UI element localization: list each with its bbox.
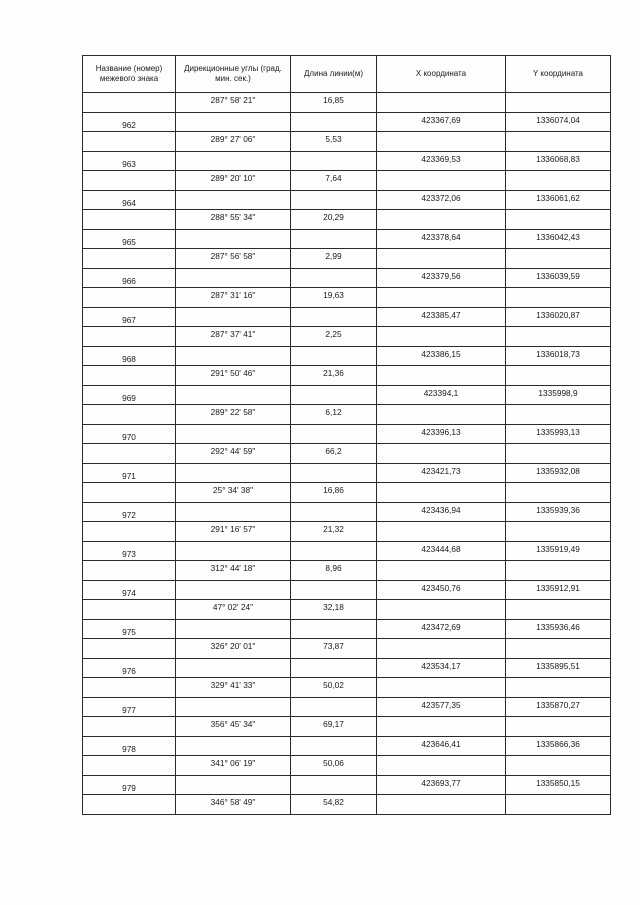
cell-direction-angle <box>176 307 291 327</box>
cell-direction-angle <box>176 580 291 600</box>
cell-x-coordinate: 423386,15 <box>377 346 506 366</box>
cell-y-coordinate <box>506 249 611 269</box>
cell-y-coordinate: 1335932,08 <box>506 463 611 483</box>
cell-direction-angle <box>176 658 291 678</box>
cell-x-coordinate <box>377 93 506 113</box>
cell-x-coordinate <box>377 366 506 386</box>
table-row <box>83 600 611 620</box>
table-row <box>83 385 611 405</box>
cell-y-coordinate <box>506 93 611 113</box>
cell-sign-name <box>83 444 176 464</box>
cell-line-length <box>291 502 377 522</box>
cell-x-coordinate: 423444,68 <box>377 541 506 561</box>
cell-line-length: 5,53 <box>291 132 377 152</box>
cell-line-length <box>291 385 377 405</box>
cell-y-coordinate: 1335895,51 <box>506 658 611 678</box>
cell-y-coordinate: 1335866,36 <box>506 736 611 756</box>
header-line-length: Длина линии(м) <box>291 56 377 93</box>
cell-line-length: 66,2 <box>291 444 377 464</box>
table-row <box>83 756 611 776</box>
cell-line-length <box>291 736 377 756</box>
cell-direction-angle <box>176 463 291 483</box>
cell-sign-name: 966 <box>83 268 176 288</box>
cell-line-length: 2,25 <box>291 327 377 347</box>
cell-direction-angle: 287° 31' 16" <box>176 288 291 308</box>
table-row <box>83 405 611 425</box>
cell-y-coordinate: 1335993,13 <box>506 424 611 444</box>
cell-direction-angle <box>176 424 291 444</box>
cell-x-coordinate <box>377 678 506 698</box>
cell-y-coordinate <box>506 756 611 776</box>
cell-x-coordinate: 423385,47 <box>377 307 506 327</box>
cell-line-length <box>291 541 377 561</box>
cell-x-coordinate: 423394,1 <box>377 385 506 405</box>
cell-sign-name: 968 <box>83 346 176 366</box>
cell-x-coordinate: 423534,17 <box>377 658 506 678</box>
cell-x-coordinate <box>377 639 506 659</box>
cell-line-length <box>291 463 377 483</box>
table-row <box>83 580 611 600</box>
cell-x-coordinate: 423421,73 <box>377 463 506 483</box>
cell-x-coordinate: 423472,69 <box>377 619 506 639</box>
cell-line-length: 8,96 <box>291 561 377 581</box>
cell-sign-name <box>83 171 176 191</box>
cell-x-coordinate <box>377 756 506 776</box>
cell-y-coordinate <box>506 678 611 698</box>
cell-y-coordinate: 1336042,43 <box>506 229 611 249</box>
cell-y-coordinate <box>506 210 611 230</box>
cell-y-coordinate <box>506 795 611 815</box>
cell-line-length: 21,32 <box>291 522 377 542</box>
cell-direction-angle <box>176 268 291 288</box>
cell-sign-name <box>83 678 176 698</box>
cell-x-coordinate <box>377 717 506 737</box>
cell-sign-name: 967 <box>83 307 176 327</box>
table-row <box>83 327 611 347</box>
header-y-coordinate: Y координата <box>506 56 611 93</box>
cell-sign-name: 963 <box>83 151 176 171</box>
cell-x-coordinate <box>377 561 506 581</box>
cell-y-coordinate <box>506 483 611 503</box>
cell-line-length <box>291 775 377 795</box>
cell-sign-name: 971 <box>83 463 176 483</box>
table-row <box>83 483 611 503</box>
cell-direction-angle <box>176 697 291 717</box>
cell-direction-angle <box>176 190 291 210</box>
cell-direction-angle <box>176 541 291 561</box>
cell-y-coordinate: 1335870,27 <box>506 697 611 717</box>
cell-direction-angle: 289° 27' 06" <box>176 132 291 152</box>
cell-direction-angle <box>176 112 291 132</box>
cell-y-coordinate: 1335850,15 <box>506 775 611 795</box>
cell-y-coordinate: 1336074,04 <box>506 112 611 132</box>
cell-line-length: 19,63 <box>291 288 377 308</box>
table-row <box>83 307 611 327</box>
cell-direction-angle <box>176 229 291 249</box>
cell-x-coordinate <box>377 288 506 308</box>
cell-sign-name <box>83 366 176 386</box>
cell-x-coordinate: 423693,77 <box>377 775 506 795</box>
table-row <box>83 541 611 561</box>
cell-sign-name <box>83 639 176 659</box>
cell-x-coordinate <box>377 444 506 464</box>
cell-x-coordinate: 423436,94 <box>377 502 506 522</box>
cell-line-length <box>291 151 377 171</box>
cell-line-length <box>291 580 377 600</box>
cell-direction-angle <box>176 775 291 795</box>
table-row <box>83 522 611 542</box>
cell-direction-angle: 341° 06' 19" <box>176 756 291 776</box>
cell-sign-name: 977 <box>83 697 176 717</box>
table-row <box>83 268 611 288</box>
cell-line-length <box>291 658 377 678</box>
cell-sign-name: 972 <box>83 502 176 522</box>
cell-y-coordinate <box>506 522 611 542</box>
cell-sign-name <box>83 288 176 308</box>
cell-direction-angle: 289° 20' 10" <box>176 171 291 191</box>
cell-x-coordinate <box>377 522 506 542</box>
cell-sign-name <box>83 561 176 581</box>
cell-x-coordinate: 423450,76 <box>377 580 506 600</box>
cell-y-coordinate: 1335919,49 <box>506 541 611 561</box>
table-row <box>83 502 611 522</box>
cell-sign-name <box>83 522 176 542</box>
cell-line-length <box>291 190 377 210</box>
cell-y-coordinate: 1335912,91 <box>506 580 611 600</box>
cell-sign-name <box>83 717 176 737</box>
table-row <box>83 717 611 737</box>
cell-x-coordinate <box>377 249 506 269</box>
cell-y-coordinate: 1335998,9 <box>506 385 611 405</box>
cell-line-length: 7,64 <box>291 171 377 191</box>
cell-line-length: 32,18 <box>291 600 377 620</box>
cell-y-coordinate <box>506 171 611 191</box>
cell-direction-angle: 47° 02' 24" <box>176 600 291 620</box>
cell-x-coordinate <box>377 483 506 503</box>
cell-x-coordinate: 423577,35 <box>377 697 506 717</box>
cell-x-coordinate: 423396,13 <box>377 424 506 444</box>
cell-x-coordinate: 423367,69 <box>377 112 506 132</box>
cell-sign-name <box>83 327 176 347</box>
cell-y-coordinate: 1336020,87 <box>506 307 611 327</box>
cell-x-coordinate <box>377 600 506 620</box>
cell-direction-angle <box>176 385 291 405</box>
cell-sign-name <box>83 483 176 503</box>
cell-line-length <box>291 424 377 444</box>
cell-line-length <box>291 346 377 366</box>
cell-y-coordinate <box>506 717 611 737</box>
cell-direction-angle <box>176 151 291 171</box>
cell-y-coordinate: 1335936,46 <box>506 619 611 639</box>
cell-x-coordinate <box>377 327 506 347</box>
cell-y-coordinate: 1336018,73 <box>506 346 611 366</box>
cell-y-coordinate: 1335939,36 <box>506 502 611 522</box>
cell-y-coordinate <box>506 132 611 152</box>
cell-direction-angle: 287° 58' 21" <box>176 93 291 113</box>
table-row <box>83 249 611 269</box>
cell-sign-name <box>83 600 176 620</box>
cell-sign-name <box>83 405 176 425</box>
cell-direction-angle: 287° 37' 41" <box>176 327 291 347</box>
cell-sign-name <box>83 795 176 815</box>
table-row <box>83 444 611 464</box>
table-row <box>83 366 611 386</box>
cell-y-coordinate <box>506 600 611 620</box>
table-row <box>83 775 611 795</box>
cell-sign-name: 965 <box>83 229 176 249</box>
cell-line-length: 6,12 <box>291 405 377 425</box>
cell-x-coordinate: 423372,06 <box>377 190 506 210</box>
cell-line-length: 2,99 <box>291 249 377 269</box>
boundary-coordinates-table <box>82 55 611 815</box>
cell-direction-angle: 326° 20' 01" <box>176 639 291 659</box>
cell-x-coordinate: 423378,64 <box>377 229 506 249</box>
cell-y-coordinate <box>506 444 611 464</box>
cell-line-length: 16,85 <box>291 93 377 113</box>
cell-sign-name: 979 <box>83 775 176 795</box>
table-row <box>83 346 611 366</box>
table-row <box>83 171 611 191</box>
table-header-row <box>83 56 611 93</box>
cell-sign-name: 964 <box>83 190 176 210</box>
cell-direction-angle: 312° 44' 18" <box>176 561 291 581</box>
header-sign-name: Название (номер) межевого знака <box>83 56 176 93</box>
table-row <box>83 463 611 483</box>
cell-line-length: 69,17 <box>291 717 377 737</box>
cell-direction-angle <box>176 736 291 756</box>
cell-x-coordinate <box>377 795 506 815</box>
cell-line-length <box>291 229 377 249</box>
header-x-coordinate: X координата <box>377 56 506 93</box>
table-row <box>83 639 611 659</box>
cell-sign-name <box>83 249 176 269</box>
cell-sign-name <box>83 756 176 776</box>
cell-line-length: 73,87 <box>291 639 377 659</box>
table-row <box>83 795 611 815</box>
table-row <box>83 229 611 249</box>
cell-line-length: 54,82 <box>291 795 377 815</box>
cell-direction-angle: 287° 56' 58" <box>176 249 291 269</box>
cell-y-coordinate <box>506 639 611 659</box>
cell-sign-name <box>83 93 176 113</box>
cell-direction-angle <box>176 346 291 366</box>
cell-x-coordinate <box>377 210 506 230</box>
cell-direction-angle: 289° 22' 58" <box>176 405 291 425</box>
cell-y-coordinate <box>506 561 611 581</box>
cell-direction-angle <box>176 619 291 639</box>
table-row <box>83 736 611 756</box>
cell-line-length: 50,06 <box>291 756 377 776</box>
table-row <box>83 424 611 444</box>
cell-sign-name <box>83 132 176 152</box>
table-row <box>83 190 611 210</box>
cell-line-length: 20,29 <box>291 210 377 230</box>
cell-line-length <box>291 268 377 288</box>
cell-y-coordinate: 1336061,62 <box>506 190 611 210</box>
cell-direction-angle: 356° 45' 34" <box>176 717 291 737</box>
cell-sign-name: 976 <box>83 658 176 678</box>
cell-x-coordinate: 423646,41 <box>377 736 506 756</box>
cell-x-coordinate <box>377 132 506 152</box>
table-body <box>83 93 611 815</box>
cell-x-coordinate <box>377 405 506 425</box>
cell-direction-angle: 346° 58' 49" <box>176 795 291 815</box>
table-row <box>83 93 611 113</box>
cell-y-coordinate <box>506 288 611 308</box>
cell-y-coordinate: 1336039,59 <box>506 268 611 288</box>
cell-sign-name <box>83 210 176 230</box>
cell-line-length <box>291 697 377 717</box>
table-row <box>83 678 611 698</box>
cell-line-length <box>291 619 377 639</box>
cell-direction-angle: 291° 16' 57" <box>176 522 291 542</box>
cell-x-coordinate <box>377 171 506 191</box>
cell-direction-angle: 25° 34' 38" <box>176 483 291 503</box>
table-row <box>83 697 611 717</box>
cell-sign-name: 975 <box>83 619 176 639</box>
cell-y-coordinate: 1336068,83 <box>506 151 611 171</box>
table-row <box>83 132 611 152</box>
cell-y-coordinate <box>506 405 611 425</box>
cell-x-coordinate: 423369,53 <box>377 151 506 171</box>
cell-y-coordinate <box>506 327 611 347</box>
cell-line-length <box>291 307 377 327</box>
cell-sign-name: 978 <box>83 736 176 756</box>
cell-direction-angle: 329° 41' 33" <box>176 678 291 698</box>
cell-line-length: 16,86 <box>291 483 377 503</box>
table-row <box>83 210 611 230</box>
table-row <box>83 561 611 581</box>
cell-direction-angle: 288° 55' 34" <box>176 210 291 230</box>
table-row <box>83 658 611 678</box>
cell-direction-angle: 292° 44' 59" <box>176 444 291 464</box>
cell-y-coordinate <box>506 366 611 386</box>
cell-sign-name: 962 <box>83 112 176 132</box>
cell-line-length <box>291 112 377 132</box>
header-direction-angles: Дирекционные углы (град. мин. сек.) <box>176 56 291 93</box>
cell-line-length: 21,36 <box>291 366 377 386</box>
table-row <box>83 112 611 132</box>
table-row <box>83 151 611 171</box>
cell-sign-name: 973 <box>83 541 176 561</box>
cell-sign-name: 974 <box>83 580 176 600</box>
cell-line-length: 50,02 <box>291 678 377 698</box>
cell-direction-angle <box>176 502 291 522</box>
table-row <box>83 619 611 639</box>
cell-sign-name: 969 <box>83 385 176 405</box>
table-row <box>83 288 611 308</box>
cell-x-coordinate: 423379,56 <box>377 268 506 288</box>
cell-direction-angle: 291° 50' 46" <box>176 366 291 386</box>
cell-sign-name: 970 <box>83 424 176 444</box>
